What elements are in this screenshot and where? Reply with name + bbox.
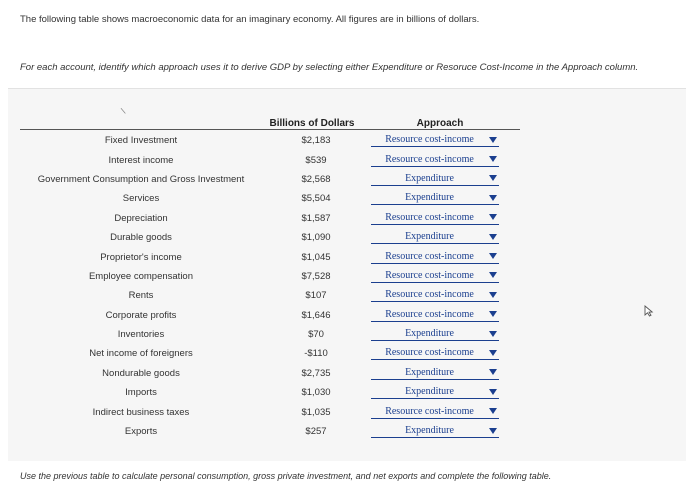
account-value: $257 bbox=[305, 426, 327, 438]
approach-select[interactable] bbox=[371, 406, 499, 419]
approach-selected-value: Expenditure bbox=[405, 172, 454, 184]
approach-cell bbox=[370, 247, 520, 266]
approach-selected-value: Expenditure bbox=[405, 425, 454, 437]
approach-select[interactable] bbox=[371, 134, 499, 147]
approach-selected-value: Resource cost-income bbox=[385, 405, 474, 417]
caret-down-icon[interactable] bbox=[489, 214, 497, 220]
table-row bbox=[20, 344, 520, 363]
account-value: $107 bbox=[305, 290, 327, 302]
approach-header: Approach bbox=[416, 118, 464, 129]
table-row bbox=[20, 364, 520, 383]
approach-selected-value: Resource cost-income bbox=[385, 211, 474, 223]
approach-select[interactable] bbox=[371, 231, 499, 244]
caret-down-icon[interactable] bbox=[489, 331, 497, 337]
instruction-text: For each account, identify which approach uses it to derive GDP by selecting either Expenditure or Resoruce Cost-Income in the Approach column. bbox=[20, 62, 639, 73]
approach-select[interactable] bbox=[371, 154, 499, 167]
table-row bbox=[20, 170, 520, 189]
approach-cell bbox=[370, 364, 520, 383]
account-value: $1,045 bbox=[301, 251, 331, 263]
approach-selected-value: Resource cost-income bbox=[385, 308, 474, 320]
caret-down-icon[interactable] bbox=[489, 175, 497, 181]
approach-selected-value: Resource cost-income bbox=[385, 347, 474, 359]
approach-cell bbox=[370, 306, 520, 325]
table-row bbox=[20, 189, 520, 208]
approach-select[interactable] bbox=[371, 212, 499, 225]
account-value: $7,528 bbox=[301, 270, 331, 282]
approach-selected-value: Expenditure bbox=[405, 192, 454, 204]
approach-cell bbox=[370, 170, 520, 189]
approach-cell bbox=[370, 325, 520, 344]
approach-selected-value: Expenditure bbox=[405, 328, 454, 340]
account-value: $1,646 bbox=[301, 309, 331, 321]
account-value: $1,090 bbox=[301, 232, 331, 244]
account-name: Net income of foreigners bbox=[89, 348, 193, 360]
approach-cell bbox=[370, 402, 520, 421]
caret-down-icon[interactable] bbox=[489, 428, 497, 434]
caret-down-icon[interactable] bbox=[489, 234, 497, 240]
approach-cell bbox=[370, 267, 520, 286]
table-row bbox=[20, 422, 520, 441]
outro-text: Use the previous table to calculate personal consumption, gross private investment, and net exports and complete the following table. bbox=[20, 471, 552, 481]
intro-text: The following table shows macroeconomic data for an imaginary economy. All figures are in billions of dollars. bbox=[20, 14, 480, 25]
approach-select[interactable] bbox=[371, 367, 499, 380]
approach-cell bbox=[370, 383, 520, 402]
mouse-pointer-icon bbox=[643, 305, 655, 317]
header-divider bbox=[20, 129, 520, 130]
account-name: Services bbox=[122, 193, 160, 205]
approach-selected-value: Expenditure bbox=[405, 231, 454, 243]
caret-down-icon[interactable] bbox=[489, 272, 497, 278]
account-value: $2,735 bbox=[301, 367, 331, 379]
approach-select[interactable] bbox=[371, 270, 499, 283]
table-row bbox=[20, 325, 520, 344]
account-value: -$110 bbox=[304, 348, 328, 360]
table-row bbox=[20, 267, 520, 286]
approach-selected-value: Resource cost-income bbox=[385, 153, 474, 165]
account-value: $539 bbox=[305, 154, 327, 166]
account-value: $1,030 bbox=[301, 387, 331, 399]
approach-cell bbox=[370, 286, 520, 305]
account-value: $2,568 bbox=[301, 173, 331, 185]
caret-down-icon[interactable] bbox=[489, 137, 497, 143]
account-value: $2,183 bbox=[301, 135, 331, 147]
stray-cursor-mark: \ bbox=[120, 105, 127, 117]
approach-select[interactable] bbox=[371, 309, 499, 322]
approach-cell bbox=[370, 209, 520, 228]
account-name: Inventories bbox=[117, 329, 165, 341]
approach-selected-value: Resource cost-income bbox=[385, 250, 474, 262]
approach-select[interactable] bbox=[371, 192, 499, 205]
table-row bbox=[20, 286, 520, 305]
account-value: $70 bbox=[308, 329, 324, 341]
table-row bbox=[20, 402, 520, 421]
account-value: $1,035 bbox=[301, 406, 331, 418]
approach-select[interactable] bbox=[371, 347, 499, 360]
account-name: Proprietor's income bbox=[100, 251, 182, 263]
caret-down-icon[interactable] bbox=[489, 195, 497, 201]
approach-select[interactable] bbox=[371, 251, 499, 264]
approach-cell bbox=[370, 150, 520, 169]
billions-header: Billions of Dollars bbox=[269, 118, 355, 129]
table-row bbox=[20, 131, 520, 150]
account-name: Government Consumption and Gross Investment bbox=[37, 173, 245, 185]
account-name: Fixed Investment bbox=[104, 135, 178, 147]
caret-down-icon[interactable] bbox=[489, 350, 497, 356]
account-name: Rents bbox=[128, 290, 154, 302]
table-row bbox=[20, 247, 520, 266]
approach-cell bbox=[370, 344, 520, 363]
approach-cell bbox=[370, 189, 520, 208]
approach-selected-value: Resource cost-income bbox=[385, 289, 474, 301]
account-name: Nondurable goods bbox=[102, 367, 180, 379]
approach-cell bbox=[370, 228, 520, 247]
table-row bbox=[20, 209, 520, 228]
approach-select[interactable] bbox=[371, 328, 499, 341]
account-name: Indirect business taxes bbox=[92, 406, 190, 418]
account-name: Depreciation bbox=[114, 212, 168, 224]
approach-selected-value: Expenditure bbox=[405, 386, 454, 398]
account-name: Interest income bbox=[108, 154, 174, 166]
approach-selected-value: Resource cost-income bbox=[385, 269, 474, 281]
approach-cell bbox=[370, 131, 520, 150]
approach-select[interactable] bbox=[371, 173, 499, 186]
account-name: Exports bbox=[124, 426, 158, 438]
caret-down-icon[interactable] bbox=[489, 253, 497, 259]
caret-down-icon[interactable] bbox=[489, 389, 497, 395]
approach-select[interactable] bbox=[371, 289, 499, 302]
gdp-accounts-table bbox=[20, 131, 520, 441]
caret-down-icon[interactable] bbox=[489, 408, 497, 414]
caret-down-icon[interactable] bbox=[489, 292, 497, 298]
approach-select[interactable] bbox=[371, 386, 499, 399]
caret-down-icon[interactable] bbox=[489, 311, 497, 317]
approach-selected-value: Expenditure bbox=[405, 366, 454, 378]
table-row bbox=[20, 306, 520, 325]
approach-selected-value: Resource cost-income bbox=[385, 134, 474, 146]
account-name: Imports bbox=[125, 387, 157, 399]
table-row bbox=[20, 150, 520, 169]
table-row bbox=[20, 228, 520, 247]
caret-down-icon[interactable] bbox=[489, 369, 497, 375]
approach-cell bbox=[370, 422, 520, 441]
account-name: Durable goods bbox=[110, 232, 172, 244]
approach-select[interactable] bbox=[371, 425, 499, 438]
caret-down-icon[interactable] bbox=[489, 156, 497, 162]
account-value: $5,504 bbox=[301, 193, 331, 205]
account-name: Employee compensation bbox=[88, 270, 194, 282]
account-name: Corporate profits bbox=[105, 309, 177, 321]
account-value: $1,587 bbox=[301, 212, 331, 224]
table-row bbox=[20, 383, 520, 402]
